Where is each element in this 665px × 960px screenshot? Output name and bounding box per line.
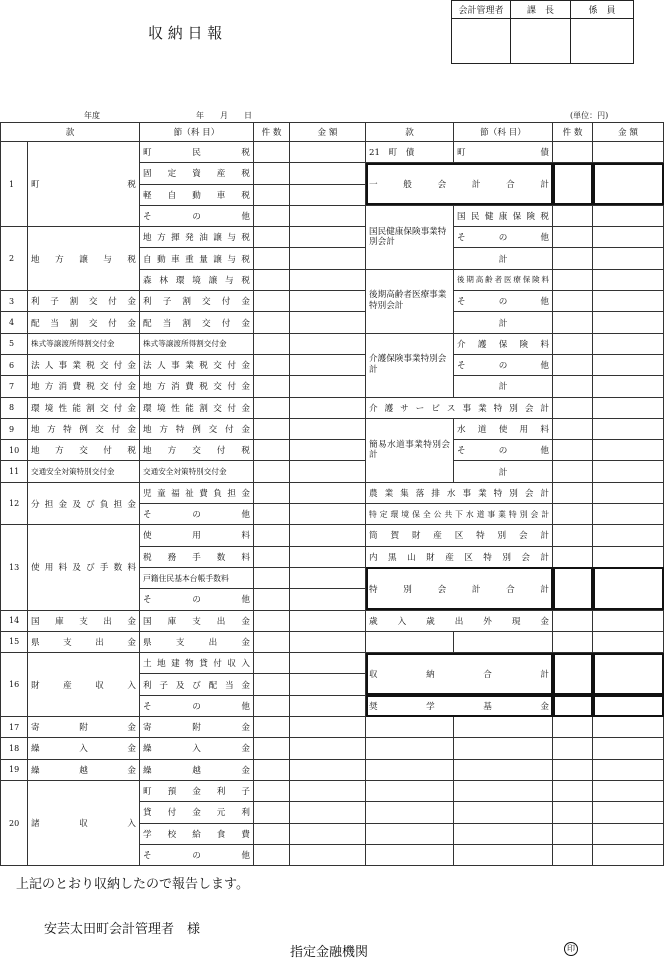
- seal-mark: 印: [564, 942, 578, 956]
- count-cell[interactable]: [254, 823, 290, 844]
- row-number: 14: [1, 610, 28, 631]
- amount-cell-right[interactable]: [593, 291, 664, 312]
- unit-label: (単位：円): [570, 111, 609, 120]
- count-cell[interactable]: [254, 440, 290, 461]
- kan-label: 国 庫 支 出 金: [28, 610, 140, 631]
- setsu-label: 寄 附 金: [140, 717, 254, 738]
- row-number: 3: [1, 291, 28, 312]
- row-number: 6: [1, 354, 28, 375]
- setsu-label: 町 預 金 利 子: [140, 780, 254, 801]
- header-amount: 金 額: [290, 123, 366, 142]
- report-statement: 上記のとおり収納したので報告します。: [16, 877, 249, 892]
- count-cell-right[interactable]: [553, 248, 593, 269]
- count-cell-right[interactable]: [553, 844, 593, 865]
- setsu-label-right: そ の 他: [454, 291, 553, 312]
- count-cell[interactable]: [254, 738, 290, 759]
- row-number: 17: [1, 717, 28, 738]
- kan-label: 地 方 特 例 交 付 金: [28, 418, 140, 439]
- count-cell[interactable]: [254, 674, 290, 695]
- amount-cell[interactable]: [290, 610, 366, 631]
- row-number: 15: [1, 631, 28, 652]
- row-number: 10: [1, 440, 28, 461]
- setsu-label: 法 人 事 業 税 交 付 金: [140, 354, 254, 375]
- amount-cell[interactable]: [290, 205, 366, 226]
- count-cell-right[interactable]: [553, 653, 593, 696]
- amount-cell-right[interactable]: [593, 780, 664, 801]
- subtotal-label-right: 計: [454, 376, 553, 397]
- count-cell[interactable]: [254, 631, 290, 652]
- amount-cell-right[interactable]: [593, 610, 664, 631]
- amount-cell-right[interactable]: [593, 333, 664, 354]
- amount-cell[interactable]: [290, 738, 366, 759]
- amount-cell-right[interactable]: [593, 717, 664, 738]
- amount-cell-right[interactable]: [593, 269, 664, 290]
- count-cell-right[interactable]: [553, 291, 593, 312]
- kan-label-right: 内黒山財産区特別会計: [366, 546, 553, 567]
- amount-cell-right[interactable]: [593, 440, 664, 461]
- row-number: 12: [1, 482, 28, 525]
- receipt-total-label: 収 納 合 計: [366, 653, 553, 696]
- kan-label: 株式等譲渡所得割交付金: [28, 333, 140, 354]
- count-cell-right[interactable]: [553, 142, 593, 163]
- amount-cell-right[interactable]: [593, 844, 664, 865]
- amount-cell-right[interactable]: [593, 397, 664, 418]
- amount-cell-right[interactable]: [593, 567, 664, 610]
- count-cell-right[interactable]: [553, 227, 593, 248]
- setsu-label: 地 方 消 費 税 交 付 金: [140, 376, 254, 397]
- amount-cell-right[interactable]: [593, 163, 664, 206]
- amount-cell[interactable]: [290, 844, 366, 865]
- blank-cell: [454, 802, 553, 823]
- approval-header-section-chief: 課 長: [511, 1, 571, 19]
- count-cell[interactable]: [254, 504, 290, 525]
- row-number: 9: [1, 418, 28, 439]
- row-number: 4: [1, 312, 28, 333]
- count-cell[interactable]: [254, 312, 290, 333]
- amount-cell-right[interactable]: [593, 631, 664, 652]
- amount-cell-right[interactable]: [593, 823, 664, 844]
- setsu-label: 環 境 性 能 割 交 付 金: [140, 397, 254, 418]
- kan-label: 交通安全対策特別交付金: [28, 461, 140, 482]
- setsu-label: 地方揮発油譲与税: [140, 227, 254, 248]
- blank-cell: [366, 717, 454, 738]
- amount-cell[interactable]: [290, 504, 366, 525]
- approval-header-staff: 係 員: [571, 1, 634, 19]
- amount-cell-right[interactable]: [593, 695, 664, 716]
- count-cell[interactable]: [254, 589, 290, 610]
- blank-cell: [454, 780, 553, 801]
- amount-cell[interactable]: [290, 333, 366, 354]
- count-cell-right[interactable]: [553, 823, 593, 844]
- header-amount-right: 金 額: [593, 123, 664, 142]
- count-cell[interactable]: [254, 802, 290, 823]
- subtotal-label-right: 計: [454, 461, 553, 482]
- amount-cell-right[interactable]: [593, 312, 664, 333]
- kan-label-right: 農業集落排水事業特別会計: [366, 482, 553, 503]
- kan-label: 利 子 割 交 付 金: [28, 291, 140, 312]
- amount-cell[interactable]: [290, 525, 366, 546]
- count-cell[interactable]: [254, 227, 290, 248]
- general-account-total-label: 一 般 会 計 合 計: [366, 163, 553, 206]
- kan-label-right: 簡易水道事業特別会計: [366, 418, 454, 482]
- blank-cell: [454, 823, 553, 844]
- row-number: 13: [1, 525, 28, 610]
- amount-cell[interactable]: [290, 291, 366, 312]
- amount-cell[interactable]: [290, 312, 366, 333]
- amount-cell-right[interactable]: [593, 759, 664, 780]
- amount-cell[interactable]: [290, 227, 366, 248]
- count-cell[interactable]: [254, 142, 290, 163]
- setsu-label: 土地建物貸付収入: [140, 653, 254, 674]
- count-cell[interactable]: [254, 653, 290, 674]
- blank-cell: [366, 823, 454, 844]
- setsu-label-right: 介 護 保 険 料: [454, 333, 553, 354]
- count-cell[interactable]: [254, 397, 290, 418]
- blank-cell: [454, 631, 553, 652]
- kan-label: 諸 収 入: [28, 780, 140, 865]
- kan-label: 繰 入 金: [28, 738, 140, 759]
- row-number: 2: [1, 227, 28, 291]
- count-cell[interactable]: [254, 354, 290, 375]
- setsu-label-right: 後期高齢者医療保険料: [454, 269, 553, 290]
- kan-label: 地 方 消 費 税 交 付 金: [28, 376, 140, 397]
- count-cell-right[interactable]: [553, 631, 593, 652]
- setsu-label: 繰 入 金: [140, 738, 254, 759]
- count-cell-right[interactable]: [553, 312, 593, 333]
- addressee: 安芸太田町会計管理者 様: [44, 922, 201, 937]
- amount-cell-right[interactable]: [593, 354, 664, 375]
- count-cell[interactable]: [254, 184, 290, 205]
- count-cell[interactable]: [254, 269, 290, 290]
- count-cell-right[interactable]: [553, 205, 593, 226]
- kan-label: 町 税: [28, 142, 140, 227]
- count-cell-right[interactable]: [553, 802, 593, 823]
- row-number: 5: [1, 333, 28, 354]
- count-cell[interactable]: [254, 205, 290, 226]
- count-cell-right[interactable]: [553, 780, 593, 801]
- kan-label-right: [366, 142, 454, 163]
- count-cell[interactable]: [254, 291, 290, 312]
- amount-cell[interactable]: [290, 376, 366, 397]
- amount-cell[interactable]: [290, 248, 366, 269]
- setsu-label: 県 支 出 金: [140, 631, 254, 652]
- count-cell-right[interactable]: [553, 461, 593, 482]
- setsu-label: 自動車重量譲与税: [140, 248, 254, 269]
- count-cell-right[interactable]: [553, 376, 593, 397]
- amount-cell-right[interactable]: [593, 376, 664, 397]
- row-number: 11: [1, 461, 28, 482]
- kan-label-right: 国民健康保険事業特別会計: [366, 205, 454, 269]
- kan-label: 配 当 割 交 付 金: [28, 312, 140, 333]
- setsu-label: 軽 自 動 車 税: [140, 184, 254, 205]
- amount-cell[interactable]: [290, 184, 366, 205]
- kan-label: 繰 越 金: [28, 759, 140, 780]
- kan-label-right-text: 町 債: [388, 148, 415, 159]
- amount-cell[interactable]: [290, 567, 366, 588]
- date-label: 年 月 日: [196, 111, 252, 120]
- count-cell-right[interactable]: [553, 397, 593, 418]
- row-number: 7: [1, 376, 28, 397]
- count-cell-right[interactable]: [553, 525, 593, 546]
- header-setsu-right: 節（科 目）: [454, 123, 553, 142]
- count-cell-right[interactable]: [553, 440, 593, 461]
- header-kan-right: 款: [366, 123, 454, 142]
- amount-cell-right[interactable]: [593, 802, 664, 823]
- amount-cell-right[interactable]: [593, 653, 664, 696]
- setsu-label: 貸 付 金 元 利: [140, 802, 254, 823]
- kan-label-right: 介護サービス事業特別会計: [366, 397, 553, 418]
- amount-cell[interactable]: [290, 546, 366, 567]
- kan-label-right: 後期高齢者医療事業特別会計: [366, 269, 454, 333]
- setsu-label: 町 民 税: [140, 142, 254, 163]
- count-cell-right[interactable]: [553, 759, 593, 780]
- count-cell-right[interactable]: [553, 482, 593, 503]
- row-number: 16: [1, 653, 28, 717]
- amount-cell-right[interactable]: [593, 248, 664, 269]
- amount-cell[interactable]: [290, 163, 366, 184]
- setsu-label: 森林環境譲与税: [140, 269, 254, 290]
- setsu-label: 株式等譲渡所得割交付金: [140, 333, 254, 354]
- special-account-total-label: 特 別 会 計 合 計: [366, 567, 553, 610]
- count-cell-right[interactable]: [553, 418, 593, 439]
- setsu-label: 地 方 特 例 交 付 金: [140, 418, 254, 439]
- setsu-label: 学 校 給 食 費: [140, 823, 254, 844]
- kan-label: 寄 附 金: [28, 717, 140, 738]
- amount-cell-right[interactable]: [593, 546, 664, 567]
- scholarship-fund-label: 奨 学 基 金: [366, 695, 553, 716]
- setsu-label: 地 方 交 付 税: [140, 440, 254, 461]
- page-title: 収 納 日 報: [148, 24, 223, 42]
- amount-cell[interactable]: [290, 142, 366, 163]
- count-cell[interactable]: [254, 546, 290, 567]
- setsu-label-right: そ の 他: [454, 354, 553, 375]
- amount-cell-right[interactable]: [593, 525, 664, 546]
- count-cell-right[interactable]: [553, 717, 593, 738]
- kan-label: 法 人 事 業 税 交 付 金: [28, 354, 140, 375]
- count-cell-right[interactable]: [553, 610, 593, 631]
- count-cell-right[interactable]: [553, 695, 593, 716]
- count-cell-right[interactable]: [553, 354, 593, 375]
- blank-cell: [454, 717, 553, 738]
- setsu-label: 使 用 料: [140, 525, 254, 546]
- amount-cell-right[interactable]: [593, 504, 664, 525]
- count-cell[interactable]: [254, 525, 290, 546]
- setsu-label: そ の 他: [140, 844, 254, 865]
- row-number: 18: [1, 738, 28, 759]
- amount-cell[interactable]: [290, 823, 366, 844]
- setsu-label: 配 当 割 交 付 金: [140, 312, 254, 333]
- count-cell[interactable]: [254, 418, 290, 439]
- blank-cell: [366, 738, 454, 759]
- count-cell[interactable]: [254, 376, 290, 397]
- count-cell[interactable]: [254, 248, 290, 269]
- setsu-label: 利子及び配当金: [140, 674, 254, 695]
- row-number-right: 21: [369, 148, 380, 159]
- row-number: 19: [1, 759, 28, 780]
- amount-cell-right[interactable]: [593, 142, 664, 163]
- approval-stamp-staff[interactable]: [571, 19, 634, 64]
- blank-cell: [366, 780, 454, 801]
- setsu-label: 固 定 資 産 税: [140, 163, 254, 184]
- amount-cell-right[interactable]: [593, 418, 664, 439]
- row-number: 1: [1, 142, 28, 227]
- amount-cell-right[interactable]: [593, 227, 664, 248]
- amount-cell[interactable]: [290, 418, 366, 439]
- setsu-label-right: 国民健康保険税: [454, 205, 553, 226]
- receipt-table: [0, 122, 664, 866]
- count-cell-right[interactable]: [553, 269, 593, 290]
- count-cell[interactable]: [254, 717, 290, 738]
- amount-cell[interactable]: [290, 440, 366, 461]
- kan-label: 環 境 性 能 割 交 付 金: [28, 397, 140, 418]
- setsu-label: そ の 他: [140, 589, 254, 610]
- kan-label: 使用料及び手数料: [28, 525, 140, 610]
- amount-cell[interactable]: [290, 695, 366, 716]
- count-cell[interactable]: [254, 567, 290, 588]
- amount-cell-right[interactable]: [593, 738, 664, 759]
- setsu-label: 国 庫 支 出 金: [140, 610, 254, 631]
- amount-cell-right[interactable]: [593, 205, 664, 226]
- row-number: 8: [1, 397, 28, 418]
- setsu-label-right: 水 道 使 用 料: [454, 418, 553, 439]
- setsu-label-right: 町 債: [454, 142, 553, 163]
- count-cell-right[interactable]: [553, 504, 593, 525]
- count-cell[interactable]: [254, 844, 290, 865]
- amount-cell-right[interactable]: [593, 482, 664, 503]
- amount-cell[interactable]: [290, 631, 366, 652]
- kan-label-right: 歳入歳出外現金: [366, 610, 553, 631]
- blank-cell: [454, 844, 553, 865]
- amount-cell[interactable]: [290, 674, 366, 695]
- amount-cell[interactable]: [290, 802, 366, 823]
- header-count-right: 件 数: [553, 123, 593, 142]
- setsu-label: そ の 他: [140, 504, 254, 525]
- header-count: 件 数: [254, 123, 290, 142]
- kan-label-right: 介護保険事業特別会計: [366, 333, 454, 397]
- kan-label: 分担金及び負担金: [28, 482, 140, 525]
- kan-label: 地 方 交 付 税: [28, 440, 140, 461]
- approval-stamp-section-chief[interactable]: [511, 19, 571, 64]
- count-cell-right[interactable]: [553, 567, 593, 610]
- blank-cell: [366, 759, 454, 780]
- setsu-label: 税 務 手 数 料: [140, 546, 254, 567]
- setsu-label: 交通安全対策特別交付金: [140, 461, 254, 482]
- count-cell[interactable]: [254, 759, 290, 780]
- count-cell[interactable]: [254, 333, 290, 354]
- count-cell[interactable]: [254, 695, 290, 716]
- count-cell[interactable]: [254, 780, 290, 801]
- header-kan: 款: [1, 123, 140, 142]
- setsu-label-right: そ の 他: [454, 440, 553, 461]
- approval-stamp-accountant[interactable]: [452, 19, 511, 64]
- setsu-label: 児童福祉費負担金: [140, 482, 254, 503]
- setsu-label: 戸籍住民基本台帳手数料: [140, 567, 254, 588]
- blank-cell: [366, 844, 454, 865]
- kan-label: 県 支 出 金: [28, 631, 140, 652]
- count-cell[interactable]: [254, 461, 290, 482]
- setsu-label: そ の 他: [140, 205, 254, 226]
- count-cell[interactable]: [254, 610, 290, 631]
- amount-cell[interactable]: [290, 461, 366, 482]
- setsu-label: 繰 越 金: [140, 759, 254, 780]
- setsu-label: そ の 他: [140, 695, 254, 716]
- blank-cell: [454, 738, 553, 759]
- blank-cell: [366, 802, 454, 823]
- fiscal-year-label: 年度: [84, 111, 100, 120]
- amount-cell[interactable]: [290, 589, 366, 610]
- count-cell-right[interactable]: [553, 546, 593, 567]
- amount-cell[interactable]: [290, 269, 366, 290]
- kan-label: 財 産 収 入: [28, 653, 140, 717]
- row-number: 20: [1, 780, 28, 865]
- amount-cell-right[interactable]: [593, 461, 664, 482]
- amount-cell[interactable]: [290, 397, 366, 418]
- kan-label-right: 筒賀財産区特別会計: [366, 525, 553, 546]
- setsu-label-right: そ の 他: [454, 227, 553, 248]
- approval-header-accountant: 会計管理者: [452, 1, 511, 19]
- kan-label: 地 方 譲 与 税: [28, 227, 140, 291]
- amount-cell[interactable]: [290, 482, 366, 503]
- amount-cell[interactable]: [290, 354, 366, 375]
- count-cell-right[interactable]: [553, 738, 593, 759]
- setsu-label: 利 子 割 交 付 金: [140, 291, 254, 312]
- count-cell[interactable]: [254, 163, 290, 184]
- kan-label-right: 特定環境保全公共下水道事業特別会計: [366, 504, 553, 525]
- amount-cell[interactable]: [290, 717, 366, 738]
- header-setsu: 節（科 目）: [140, 123, 254, 142]
- blank-cell: [366, 631, 454, 652]
- subtotal-label-right: 計: [454, 248, 553, 269]
- count-cell-right[interactable]: [553, 163, 593, 206]
- count-cell-right[interactable]: [553, 333, 593, 354]
- amount-cell[interactable]: [290, 653, 366, 674]
- amount-cell[interactable]: [290, 759, 366, 780]
- designated-bank-label: 指定金融機関: [290, 945, 369, 960]
- count-cell[interactable]: [254, 482, 290, 503]
- meta-row: [0, 108, 665, 122]
- blank-cell: [454, 759, 553, 780]
- subtotal-label-right: 計: [454, 312, 553, 333]
- amount-cell[interactable]: [290, 780, 366, 801]
- approval-stamp-table: [451, 0, 634, 64]
